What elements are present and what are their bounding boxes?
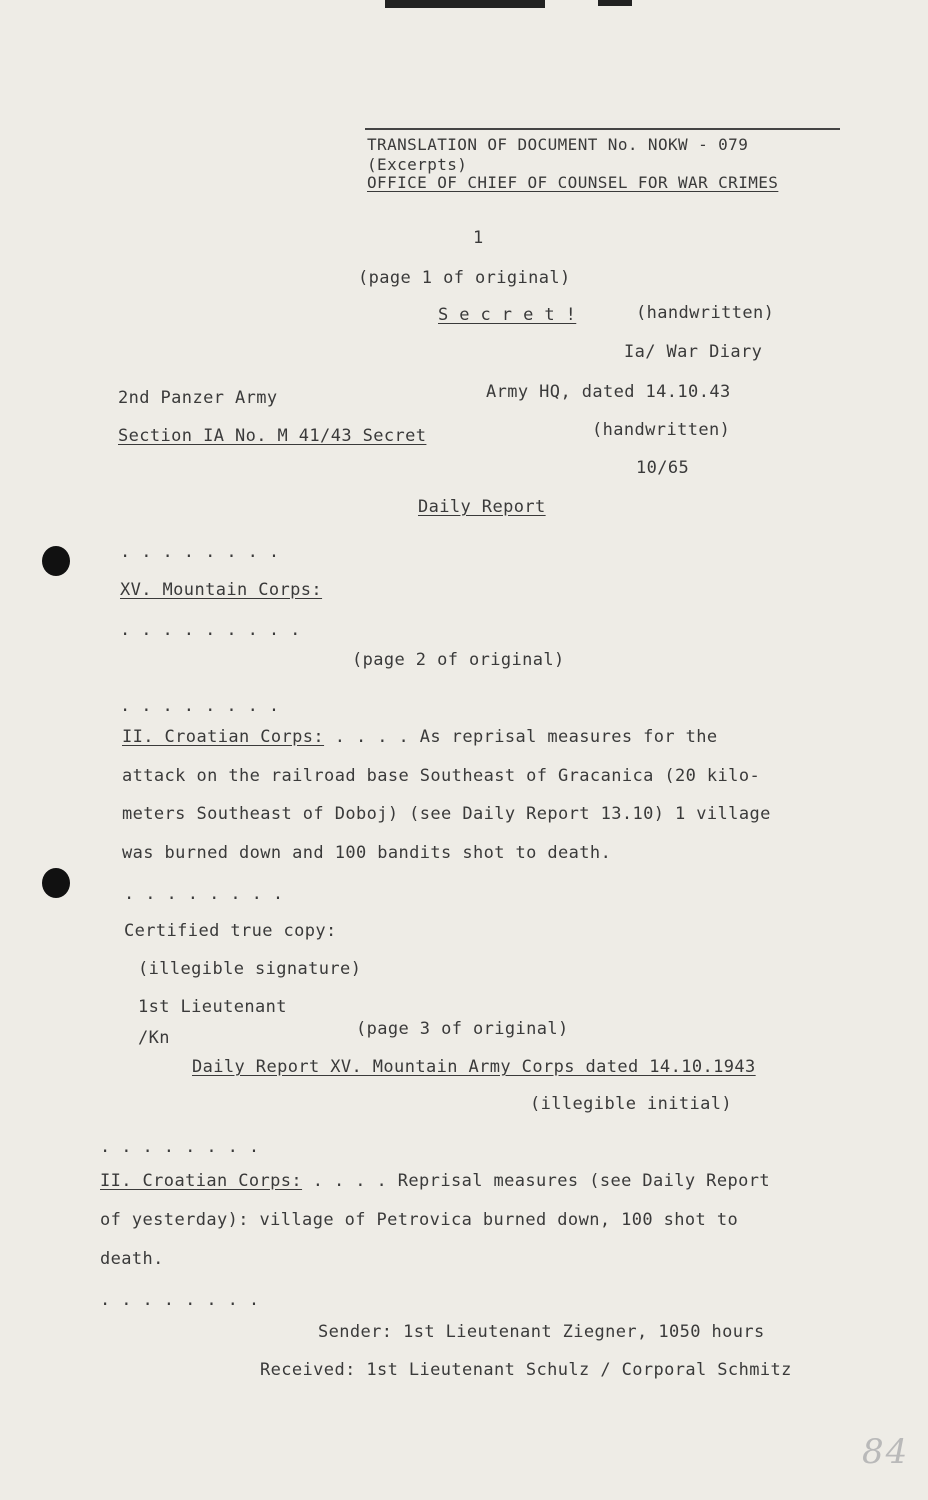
paragraph-heading: II. Croatian Corps: (100, 1171, 303, 1191)
punch-hole (42, 868, 70, 898)
ellipsis-row: . . . . . . . . (100, 1290, 260, 1310)
page-marker: 1 (473, 228, 484, 248)
ellipsis-row: . . . . . . . . (100, 1137, 260, 1157)
section-reference: Section IA No. M 41/43 Secret (118, 426, 427, 446)
paragraph-heading: II. Croatian Corps: (122, 727, 325, 747)
header-rule (365, 128, 840, 130)
paragraph-line: of yesterday): village of Petrovica burned down, 100 shot to (100, 1210, 739, 1230)
paragraph-lead: . . . . Reprisal measures (see Daily Report (302, 1171, 770, 1191)
paragraph-line (100, 1171, 770, 1191)
page1-label: (page 1 of original) (358, 268, 571, 288)
handwritten-page-number: 84 (862, 1432, 910, 1472)
paragraph-line: was burned down and 100 bandits shot to death. (122, 843, 612, 863)
corps-heading: XV. Mountain Corps: (120, 580, 323, 600)
certification-initials: /Kn (138, 1028, 170, 1048)
paragraph-line: death. (100, 1249, 164, 1269)
secret-note: (handwritten) (636, 303, 775, 323)
page3-label: (page 3 of original) (356, 1019, 569, 1039)
unit-name: 2nd Panzer Army (118, 388, 278, 408)
army-hq-date: Army HQ, dated 14.10.43 (486, 382, 731, 402)
paragraph-line: meters Southeast of Doboj) (see Daily Report 13.10) 1 village (122, 804, 771, 824)
paragraph-line: attack on the railroad base Southeast of Gracanica (20 kilo- (122, 766, 761, 786)
certification-signature: (illegible signature) (138, 959, 362, 979)
certification-label: Certified true copy: (124, 921, 337, 941)
reference-number: 10/65 (636, 458, 690, 478)
illegible-initial: (illegible initial) (530, 1094, 733, 1114)
daily-report-2-title: Daily Report XV. Mountain Army Corps dated 14.10.1943 (192, 1057, 756, 1077)
sender-line: Sender: 1st Lieutenant Ziegner, 1050 hours (318, 1322, 765, 1342)
scan-edge-mark (385, 0, 545, 8)
ellipsis-row: . . . . . . . . . (120, 620, 301, 640)
header-office: OFFICE OF CHIEF OF COUNSEL FOR WAR CRIMES (367, 173, 779, 192)
page2-label: (page 2 of original) (352, 650, 565, 670)
punch-hole (42, 546, 70, 576)
paragraph-line (122, 727, 718, 747)
certification-rank: 1st Lieutenant (138, 997, 287, 1017)
paragraph-lead: . . . . As reprisal measures for the (324, 727, 718, 747)
header-translation-line: TRANSLATION OF DOCUMENT No. NOKW - 079 (367, 135, 749, 154)
ellipsis-row: . . . . . . . . (120, 696, 280, 716)
ellipsis-row: . . . . . . . . (124, 884, 284, 904)
received-line: Received: 1st Lieutenant Schulz / Corporal Schmitz (260, 1360, 792, 1380)
scan-edge-mark (598, 0, 632, 6)
daily-report-title: Daily Report (418, 497, 546, 517)
war-diary-label: Ia/ War Diary (624, 342, 763, 362)
secret-stamp: S e c r e t ! (438, 305, 577, 325)
handwritten-note: (handwritten) (592, 420, 731, 440)
ellipsis-row: . . . . . . . . (120, 542, 280, 562)
header-excerpts: (Excerpts) (367, 155, 468, 174)
